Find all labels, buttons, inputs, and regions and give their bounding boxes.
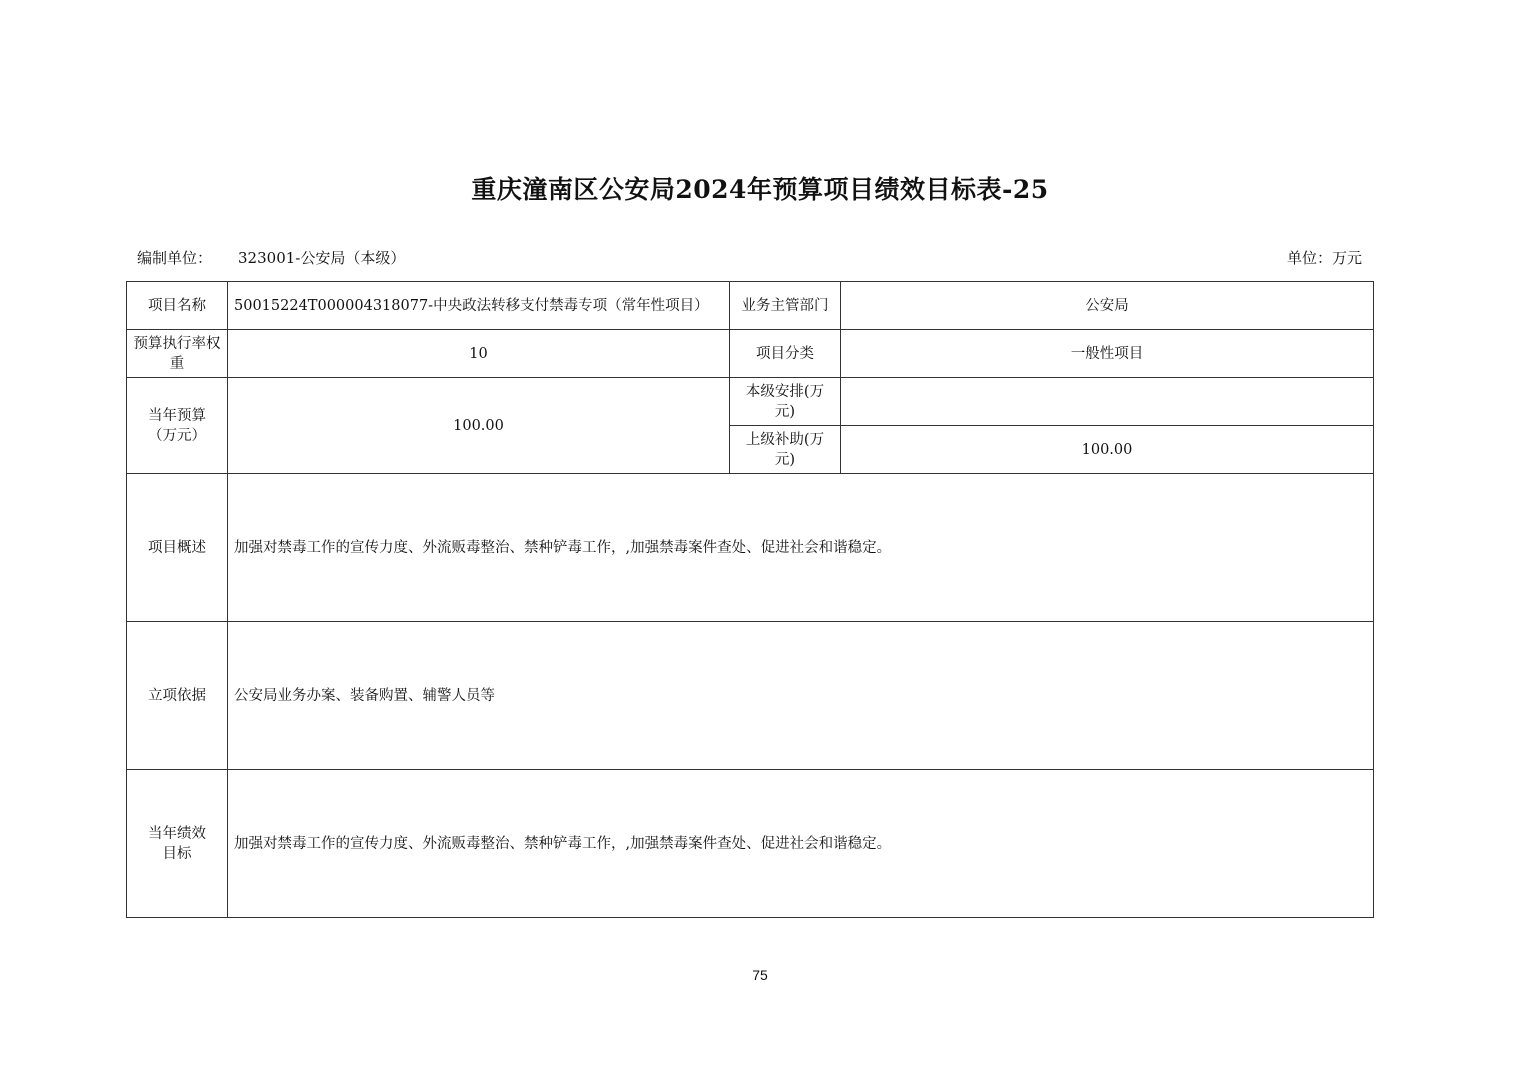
budget-label: 当年预算（万元） <box>127 378 228 474</box>
compiling-unit <box>137 247 405 268</box>
project-name-label: 项目名称 <box>127 282 228 330</box>
weight-value: 10 <box>228 330 730 378</box>
category-value: 一般性项目 <box>841 330 1374 378</box>
compiling-unit-value: 323001-公安局（本级） <box>238 249 406 267</box>
compiling-unit-label: 编制单位： <box>137 249 213 267</box>
table-row <box>127 282 1374 330</box>
weight-label: 预算执行率权重 <box>127 330 228 378</box>
goal-label: 当年绩效目标 <box>127 770 228 918</box>
overview-label: 项目概述 <box>127 474 228 622</box>
superior-label: 上级补助(万元) <box>730 426 841 474</box>
table-row <box>127 474 1374 622</box>
table-row <box>127 330 1374 378</box>
table-row <box>127 378 1374 426</box>
dept-value: 公安局 <box>841 282 1374 330</box>
basis-value: 公安局业务办案、装备购置、辅警人员等 <box>228 622 1374 770</box>
table-row <box>127 622 1374 770</box>
overview-value: 加强对禁毒工作的宣传力度、外流贩毒整治、禁种铲毒工作，,加强禁毒案件查处、促进社会和谐稳定。 <box>228 474 1374 622</box>
local-value <box>841 378 1374 426</box>
performance-target-table <box>126 281 1374 918</box>
local-label: 本级安排(万元) <box>730 378 841 426</box>
superior-value: 100.00 <box>841 426 1374 474</box>
goal-value: 加强对禁毒工作的宣传力度、外流贩毒整治、禁种铲毒工作，,加强禁毒案件查处、促进社会和谐稳定。 <box>228 770 1374 918</box>
category-label: 项目分类 <box>730 330 841 378</box>
dept-label: 业务主管部门 <box>730 282 841 330</box>
budget-value: 100.00 <box>228 378 730 474</box>
page-number: 75 <box>752 967 768 983</box>
basis-label: 立项依据 <box>127 622 228 770</box>
table-row <box>127 770 1374 918</box>
project-name-value: 50015224T000004318077-中央政法转移支付禁毒专项（常年性项目） <box>228 282 730 330</box>
page-title: 重庆潼南区公安局2024年预算项目绩效目标表-25 <box>471 175 1049 204</box>
currency-unit: 单位：万元 <box>1286 249 1362 267</box>
